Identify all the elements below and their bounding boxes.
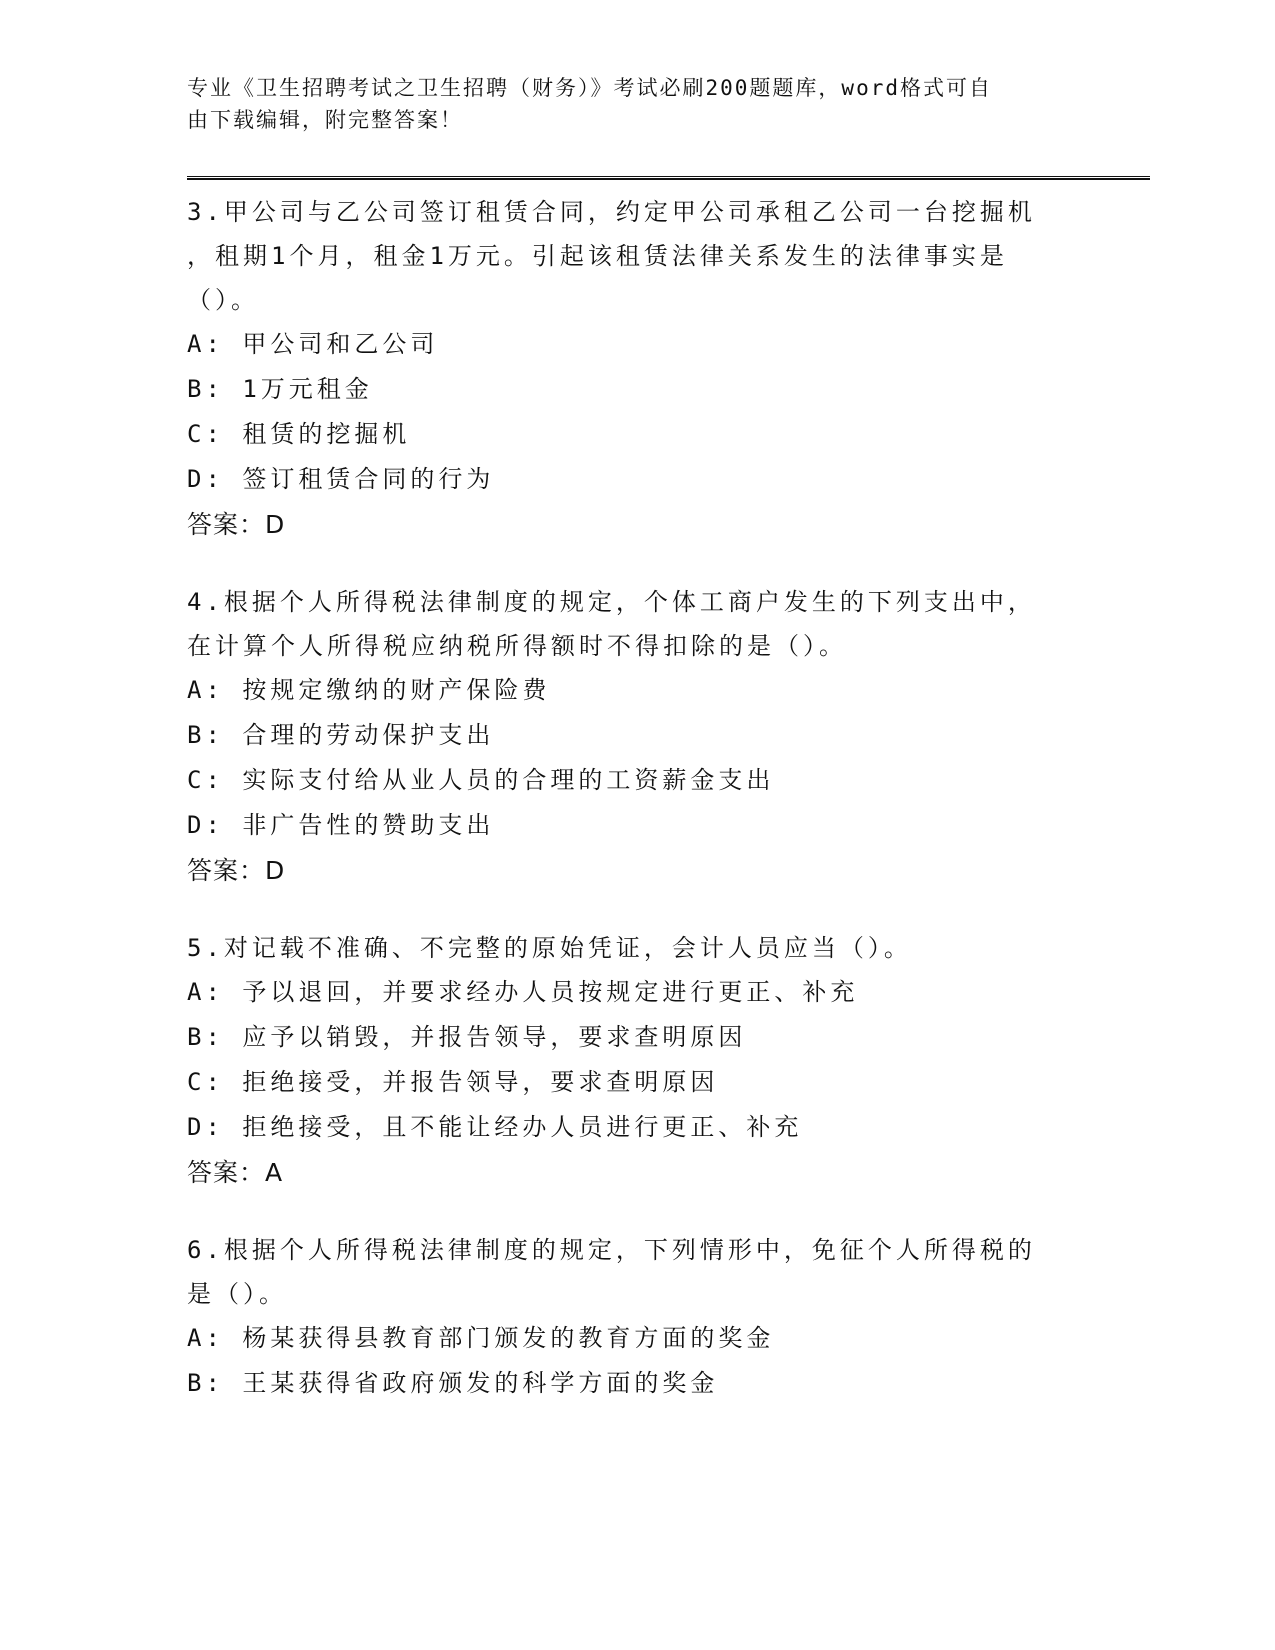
page-header [187,72,1067,136]
header-divider [187,176,1150,180]
option-d: D: 拒绝接受，且不能让经办人员进行更正、补充 [187,1113,803,1141]
question-4 [187,580,1087,893]
option-d: D: 非广告性的赞助支出 [187,811,495,839]
option-a: A: 杨某获得县教育部门颁发的教育方面的奖金 [187,1324,775,1352]
question-line: 是（）。 [187,1280,287,1308]
option-c: C: 拒绝接受，并报告领导，要求查明原因 [187,1068,719,1096]
question-list [187,190,1087,1439]
question-line: 5.对记载不准确、不完整的原始凭证，会计人员应当（）。 [187,934,912,962]
question-line: 4.根据个人所得税法律制度的规定，个体工商户发生的下列支出中， [187,588,1036,616]
option-a: A: 予以退回，并要求经办人员按规定进行更正、补充 [187,978,859,1006]
question-text [187,190,1087,322]
question-text [187,1228,1087,1316]
answer: 答案：D [187,856,286,885]
option-c: C: 实际支付给从业人员的合理的工资薪金支出 [187,766,775,794]
option-c: C: 租赁的挖掘机 [187,420,411,448]
question-text [187,926,1087,970]
question-line: （）。 [187,286,259,314]
header-line-2: 由下载编辑，附完整答案！ [187,108,463,132]
question-line: ，租期1个月，租金1万元。引起该租赁法律关系发生的法律事实是 [187,242,1008,270]
option-a: A: 甲公司和乙公司 [187,330,439,358]
option-a: A: 按规定缴纳的财产保险费 [187,676,551,704]
question-line: 6.根据个人所得税法律制度的规定，下列情形中，免征个人所得税的 [187,1236,1036,1264]
header-line-1: 专业《卫生招聘考试之卫生招聘（财务）》考试必刷200题题库，word格式可自 [187,76,992,100]
question-3 [187,190,1087,547]
option-d: D: 签订租赁合同的行为 [187,465,495,493]
option-b: B: 合理的劳动保护支出 [187,721,495,749]
question-text [187,580,1087,668]
option-b: B: 应予以销毁，并报告领导，要求查明原因 [187,1023,747,1051]
option-b: B: 王某获得省政府颁发的科学方面的奖金 [187,1369,719,1397]
question-line: 3.甲公司与乙公司签订租赁合同，约定甲公司承租乙公司一台挖掘机 [187,198,1036,226]
question-line: 在计算个人所得税应纳税所得额时不得扣除的是（）。 [187,632,847,660]
answer: 答案：A [187,1158,284,1187]
question-5 [187,926,1087,1195]
option-b: B: 1万元租金 [187,375,373,403]
question-6 [187,1228,1087,1406]
answer: 答案：D [187,510,286,539]
